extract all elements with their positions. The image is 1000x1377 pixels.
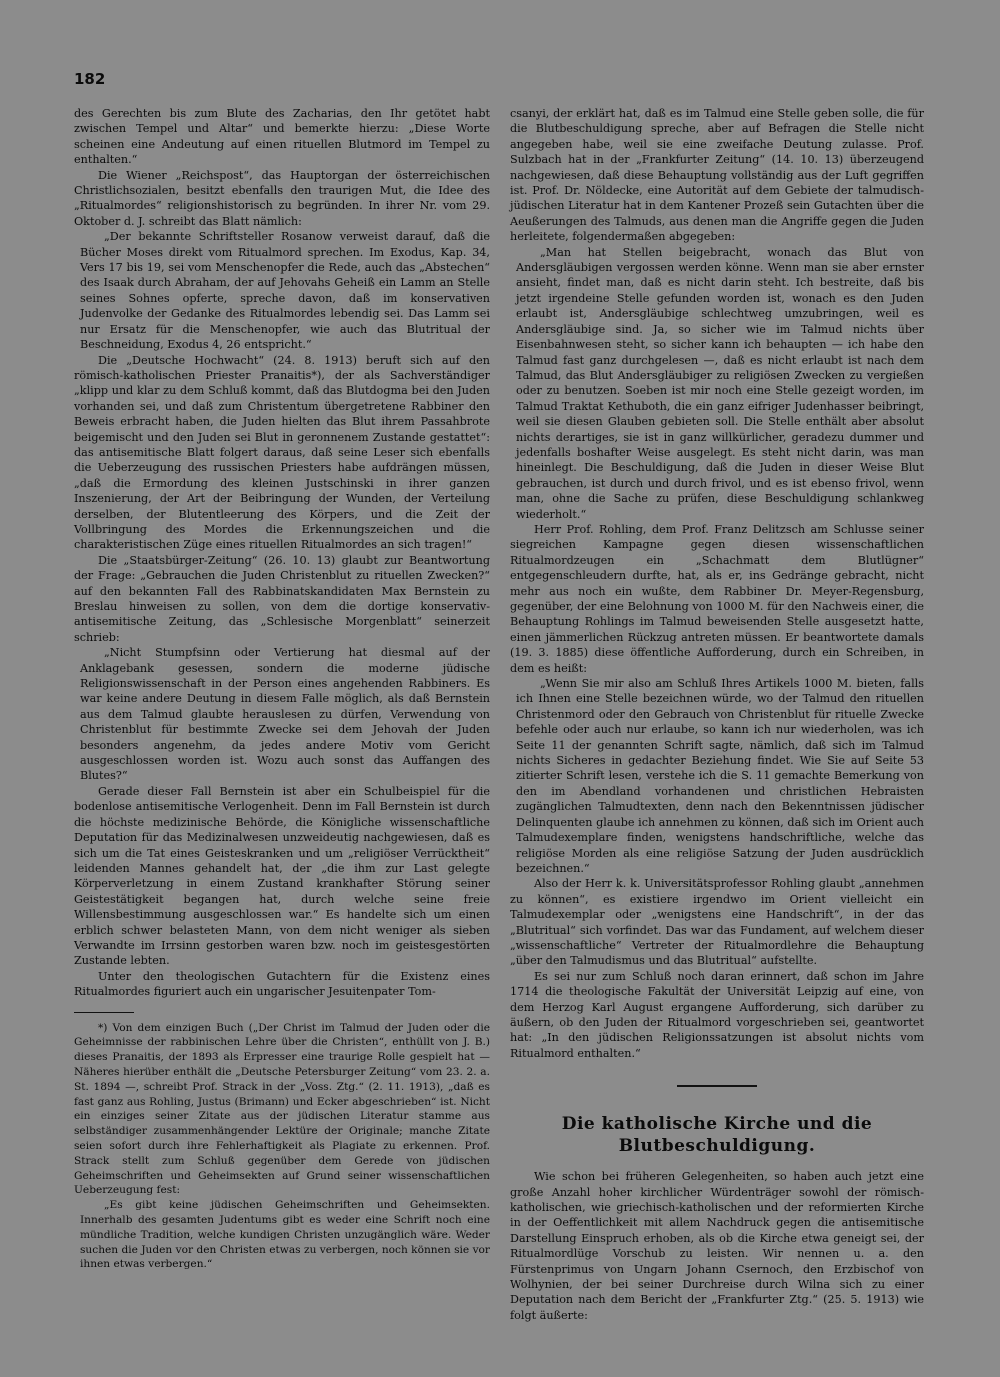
right-quote-rohling: „Wenn Sie mir also am Schluß Ihres Artikels 1000 M. bieten, falls ich Ihnen eine Stelle bezeichnen würde, wo der Talmud den rituellen Christenmord oder den Gebrauch von Christenblut für rituelle Zwecke befehle oder auch nur erlaube, so kann ich nur wiederholen, was ich Seite 11 der genannten Schrift sagte, nämlich, daß sich im Talmud nichts Sicheres in gedachter Beziehung findet. Wie Sie auf Seite 53 zitierter Schrift lesen, verstehe ich die S. 11 gemachte Bemerkung von den im Abendland vorhandenen und christlichen Hebraisten zugänglichen Talmudtexten, denn nach den Bekenntnissen jüdischer Delinquenten glaube ich annehmen zu können, daß sich im Orient auch Talmudexemplare finden, wenigstens handschriftliche, welche das religiöse Morden als eine religiöse Satzung der Juden ausdrücklich bezeichnen.“ <box>516 677 924 875</box>
footnote-divider <box>74 1012 134 1013</box>
page-number: 182 <box>74 70 106 88</box>
right-column <box>510 106 924 1323</box>
section-divider <box>677 1085 757 1087</box>
footnote-pranaitis: *) Von dem einzigen Buch („Der Christ im Talmud der Juden oder die Geheimnisse der rabbinischen Lehre über die Christen“, enthüllt von J. B.) dieses Pranaitis, der 1893 als Erpresser eine traurige Rolle gespielt hat — Näheres hierüber enthält die „Deutsche Petersburger Zeitung“ vom 23. 2. a. St. 1894 —, schreibt Prof. Strack in der „Voss. Ztg.“ (2. 11. 1913), „daß es fast ganz aus Rohling, Justus (Brimann) und Ecker abgeschrieben“ ist. Nicht ein einziges seiner Zitate aus der jüdischen Literatur stamme aus selbständiger zusammenhängender Lektüre der Originale; manche Zitate seien sofort durch ihre Fehlerhaftigkeit als Plagiate zu erkennen. Prof. Strack stellt zum Schluß gegenüber dem Gerede von jüdischen Geheimschriften und Geheimsekten auf Grund seiner wissenschaftlichen Ueberzeugung fest: <box>74 1021 490 1197</box>
right-paragraph-3: Herr Prof. Rohling, dem Prof. Franz Delitzsch am Schlusse seiner siegreichen Kampagne gegen diesen wissenschaftlichen Ritualmordzeugen ein „Schachmatt dem Blutlügner“ entgegenschleudern durfte, hat, als er, ins Gedränge gebracht, nicht mehr aus noch ein wußte, dem Rabbiner Dr. Meyer-Regensburg, gegenüber, der eine Belohnung von 1000 M. für den Nachweis einer, die Behauptung Rohlings im Talmud beweisenden Stelle ausgesetzt hatte, einen jämmerlichen Rückzug antreten müssen. Er beantwortete damals (19. 3. 1885) diese öffentliche Aufforderung, durch ein Schreiben, in dem es heißt: <box>510 522 924 675</box>
footnote-quote-strack: „Es gibt keine jüdischen Geheimschriften und Geheimsekten. Innerhalb des gesamten Judentums gibt es weder eine Schrift noch eine mündliche Tradition, welche kundigen Christen unzugänglich wäre. Weder suchen die Juden vor den Christen etwas zu verbergen, noch können sie vor ihnen etwas verbergen.“ <box>80 1199 490 1271</box>
left-paragraph-8: Unter den theologischen Gutachtern für die Existenz eines Ritualmordes figuriert auch ein ungarischer Jesuitenpater Tom- <box>74 969 490 999</box>
right-paragraph-1: csanyi, der erklärt hat, daß es im Talmud eine Stelle geben solle, die für die Blutbeschuldigung spreche, aber auf Befragen die Stelle nicht angegeben habe, weil sie eine zweifache Deutung zulasse. Prof. Sulzbach hat in der „Frankfurter Zeitung“ (14. 10. 13) überzeugend nachgewiesen, daß diese Behauptung vollständig aus der Luft gegriffen ist. Prof. Dr. Nöldecke, eine Autorität auf dem Gebiete der talmudisch-jüdischen Literatur hat in dem Kantener Prozeß sein Gutachten über die Aeußerungen des Talmuds, aus denen man die Angriffe gegen die Juden herleitete, folgendermaßen abgegeben: <box>510 107 924 244</box>
section-paragraph-1: Wie schon bei früheren Gelegenheiten, so haben auch jetzt eine große Anzahl hoher kirchlicher Würdenträger sowohl der römisch-katholischen, wie griechisch-katholischen und der reformierten Kirche in der Oeffentlichkeit mit allem Nachdruck gegen die antisemitische Darstellung Einspruch erhoben, als ob die Kirche etwa geneigt sei, der Ritualmordlüge Vorschub zu leisten. Wir nennen u. a. den Fürstenprimus von Ungarn Johann Csernoch, den Erzbischof von Wolhynien, der bei seiner Durchreise durch Wilna sich zu einer Deputation nach dem Bericht der „Frankfurter Ztg.“ (25. 5. 1913) wie folgt äußerte: <box>510 1170 924 1322</box>
left-paragraph-7: Gerade dieser Fall Bernstein ist aber ein Schulbeispiel für die bodenlose antisemitische Verlogenheit. Denn im Fall Bernstein ist durch die höchste medizinische Behörde, die Königliche wissenschaftliche Deputation für das Medizinalwesen unzweideutig nachgewiesen, daß es sich um die Tat eines Geisteskranken und um „religiöser Verrücktheit“ leidenden Mannes gehandelt hat, der „die ihm zur Last gelegte Körperverletzung in einem Zustand krankhafter Störung seiner Geistestätigkeit begangen hat, durch welche seine freie Willensbestimmung ausgeschlossen war.“ Es handelte sich um einen erblich schwer belasteten Mann, von dem nicht weniger als sieben Verwandte im Irrsinn gestorben waren bzw. noch im geistesgestörten Zustande lebten. <box>74 784 490 968</box>
left-paragraph-1: des Gerechten bis zum Blute des Zacharias, den Ihr getötet habt zwischen Tempel und Altar“ und bemerkte hierzu: „Diese Worte scheinen eine Andeutung auf einen rituellen Blutmord im Tempel zu enthalten.“ <box>74 107 490 167</box>
left-paragraph-2: Die Wiener „Reichspost“, das Hauptorgan der österreichischen Christlichsozialen, besitzt ebenfalls den traurigen Mut, die Idee des „Ritualmordes“ religionshistorisch zu begründen. In ihrer Nr. vom 29. Oktober d. J. schreibt das Blatt nämlich: <box>74 168 490 228</box>
footnotes <box>74 1012 490 1273</box>
left-paragraph-4: Die „Deutsche Hochwacht“ (24. 8. 1913) beruft sich auf den römisch-katholischen Priester Pranaitis*), der als Sachverständiger „klipp und klar zu dem Schluß kommt, daß das Blutdogma bei den Juden vorhanden sei, und daß zum Christentum übergetretene Rabbiner den Beweis erbracht haben, die Juden hielten das Blut ihrem Passahbrote beigemischt und den Juden sei Blut in geronnenem Zustande gestattet“: das antisemitische Blatt folgert daraus, daß seine Leser sich ebenfalls die Ueberzeugung des russischen Priesters habe aufdrängen müssen, „daß die Ermordung des kleinen Justschinski in ihrer ganzen Inszenierung, der Art der Beibringung der Wunden, der Verteilung derselben, der Blutentleerung des Körpers, und die Zeit der Vollbringung des Mordes die Erkennungszeichen und die charakteristischen Züge eines rituellen Ritualmordes an sich tragen!“ <box>74 353 490 552</box>
right-paragraph-5: Also der Herr k. k. Universitätsprofessor Rohling glaubt „annehmen zu können“, es existiere irgendwo im Orient vielleicht ein Talmudexemplar oder „wenigstens eine Handschrift“, in der das „Blutritual“ sich vorfindet. Das war das Fundament, auf welchem dieser „wissenschaftliche“ Vertreter der Ritualmordlehre die Behauptung „über den Talmudismus und das Blutritual“ aufstellte. <box>510 877 924 968</box>
right-paragraph-6: Es sei nur zum Schluß noch daran erinnert, daß schon im Jahre 1714 die theologische Fakultät der Universität Leipzig auf eine, von dem Herzog Karl August ergangene Aufforderung, sich darüber zu äußern, ob den Juden der Ritualmord vorgeschrieben sei, geantwortet hat: „In den jüdischen Religionssatzungen ist absolut nichts vom Ritualmord enthalten.“ <box>510 969 924 1060</box>
section-heading: Die katholische Kirche und die Blutbeschuldigung. <box>561 1114 873 1157</box>
left-quote-rosanow: „Der bekannte Schriftsteller Rosanow verweist darauf, daß die Bücher Moses direkt vom Ritualmord sprechen. Im Exodus, Kap. 34, Vers 17 bis 19, sei vom Menschenopfer die Rede, auch das „Abstechen“ des Isaak durch Abraham, der auf Jehovahs Geheiß ein Lamm an Stelle seines Sohnes opferte, spreche davon, daß im konservativen Judenvolke der Gedanke des Ritualmordes lebendig sei. Das Lamm sei nur Ersatz für die Menschenopfer, wie auch das Blutritual der Beschneidung, Exodus 4, 26 entspricht.“ <box>80 230 490 352</box>
left-paragraph-5: Die „Staatsbürger-Zeitung“ (26. 10. 13) glaubt zur Beantwortung der Frage: „Gebrauchen die Juden Christenblut zu rituellen Zwecken?“ auf den bekannten Fall des Rabbinatskandidaten Max Bernstein zu Breslau hinweisen zu sollen, von dem die dortige konservativ-antisemitische Zeitung, das „Schlesische Morgenblatt“ seinerzeit schrieb: <box>74 553 490 644</box>
left-quote-morgenblatt: „Nicht Stumpfsinn oder Vertierung hat diesmal auf der Anklagebank gesessen, sondern die moderne jüdische Religionswissenschaft in der Person eines angehenden Rabbiners. Es war keine andere Deutung in diesem Falle möglich, als daß Bernstein aus dem Talmud glaubte herauslesen zu dürfen, Verwendung von Christenblut für bestimmte Zwecke sei dem Jehovah der Juden besonders angenehm, da jedes andere Motiv vom Gericht ausgeschlossen worden ist. Wozu auch sonst das Auffangen des Blutes?“ <box>80 646 490 783</box>
right-quote-noeldecke: „Man hat Stellen beigebracht, wonach das Blut von Andersgläubigen vergossen werden könne. Wenn man sie aber ernster ansieht, findet man, daß es nicht darin steht. Ich bestreite, daß bis jetzt irgendeine Stelle gefunden worden ist, wonach es den Juden erlaubt ist, Andersgläubige schlechtweg umzubringen, weil es Andersgläubige sind. Ja, so sicher wie im Talmud nichts über Eisenbahnwesen steht, so sicher kann ich behaupten — ich habe den Talmud fast ganz durchgelesen —, daß es nicht erlaubt ist nach dem Talmud, das Blut Andersgläubiger zu religiösen Zwecken zu vergießen oder zu benutzen. Soeben ist mir noch eine Stelle gezeigt worden, im Talmud Traktat Kethuboth, die ein ganz eifriger Judenhasser beibringt, weil sie diesen Glauben gebieten soll. Die Stelle enthält aber absolut nichts derartiges, sie ist in ganz willkürlicher, geradezu dummer und jedenfalls boshafter Weise ausgelegt. Es steht nicht darin, was man hineinlegt. Die Beschuldigung, daß die Juden in dieser Weise Blut gebrauchen, ist durch und durch frivol, und es ist ebenso frivol, wenn man, ohne die Sache zu prüfen, diese Beschuldigung schlankweg wiederholt.“ <box>516 245 924 521</box>
left-column <box>74 106 490 1272</box>
